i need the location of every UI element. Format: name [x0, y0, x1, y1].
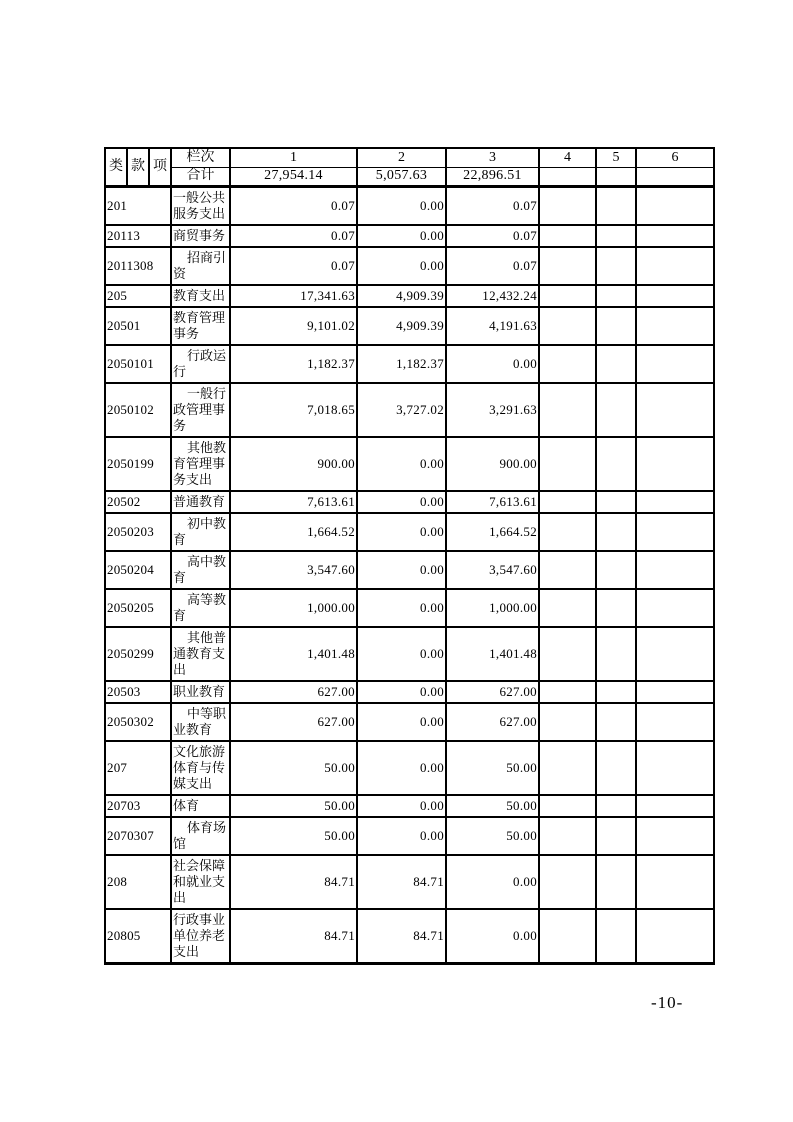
row-value-col6	[636, 247, 714, 285]
row-code: 20703	[105, 795, 171, 817]
row-code: 20805	[105, 909, 171, 964]
total-label: 合计	[171, 167, 230, 186]
row-value-col2: 0.00	[357, 795, 446, 817]
row-value-col1: 50.00	[230, 817, 357, 855]
row-value-col3: 1,000.00	[446, 589, 539, 627]
row-name: 普通教育	[171, 491, 230, 513]
row-value-col1: 7,613.61	[230, 491, 357, 513]
row-name: 教育管理事务	[171, 307, 230, 345]
header-col-6: 6	[636, 148, 714, 167]
row-value-col5	[596, 627, 636, 681]
row-code: 205	[105, 285, 171, 307]
row-value-col3: 0.00	[446, 909, 539, 964]
total-col-6	[636, 167, 714, 186]
row-value-col6	[636, 589, 714, 627]
row-value-col1: 50.00	[230, 795, 357, 817]
row-value-col4	[539, 551, 596, 589]
row-value-col6	[636, 909, 714, 964]
table-row	[105, 681, 714, 703]
row-code: 2050102	[105, 383, 171, 437]
row-name: 体育	[171, 795, 230, 817]
row-value-col1: 1,182.37	[230, 345, 357, 383]
row-value-col2: 1,182.37	[357, 345, 446, 383]
header-item: 项	[149, 148, 171, 186]
row-name: 文化旅游体育与传媒支出	[171, 741, 230, 795]
row-name: 其他普通教育支出	[171, 627, 230, 681]
row-value-col5	[596, 437, 636, 491]
row-value-col6	[636, 855, 714, 909]
row-name: 高中教育	[171, 551, 230, 589]
row-value-col5	[596, 551, 636, 589]
row-value-col5	[596, 383, 636, 437]
row-value-col2: 0.00	[357, 491, 446, 513]
row-value-col4	[539, 703, 596, 741]
header-col-4: 4	[539, 148, 596, 167]
row-value-col3: 4,191.63	[446, 307, 539, 345]
row-value-col5	[596, 909, 636, 964]
header-col-3: 3	[446, 148, 539, 167]
row-value-col4	[539, 513, 596, 551]
row-value-col3: 0.07	[446, 247, 539, 285]
row-code: 2050203	[105, 513, 171, 551]
row-code: 2050302	[105, 703, 171, 741]
row-value-col6	[636, 795, 714, 817]
row-value-col1: 1,401.48	[230, 627, 357, 681]
row-value-col1: 17,341.63	[230, 285, 357, 307]
row-name: 职业教育	[171, 681, 230, 703]
row-value-col3: 3,547.60	[446, 551, 539, 589]
row-value-col2: 0.00	[357, 703, 446, 741]
row-value-col1: 1,000.00	[230, 589, 357, 627]
table-row	[105, 247, 714, 285]
row-value-col5	[596, 513, 636, 551]
row-value-col2: 84.71	[357, 909, 446, 964]
row-value-col4	[539, 247, 596, 285]
total-col-4	[539, 167, 596, 186]
row-name: 行政事业单位养老支出	[171, 909, 230, 964]
row-value-col2: 0.00	[357, 589, 446, 627]
row-value-col3: 50.00	[446, 817, 539, 855]
row-value-col6	[636, 703, 714, 741]
row-value-col2: 0.00	[357, 741, 446, 795]
table-header	[105, 148, 714, 186]
header-row-totals	[105, 167, 714, 186]
row-code: 2050199	[105, 437, 171, 491]
row-value-col1: 1,664.52	[230, 513, 357, 551]
row-value-col6	[636, 225, 714, 247]
header-col-2: 2	[357, 148, 446, 167]
row-name: 一般行政管理事务	[171, 383, 230, 437]
row-name: 行政运行	[171, 345, 230, 383]
row-value-col2: 0.00	[357, 681, 446, 703]
row-code: 2050299	[105, 627, 171, 681]
row-value-col6	[636, 627, 714, 681]
row-value-col6	[636, 307, 714, 345]
row-value-col4	[539, 345, 596, 383]
table-row	[105, 627, 714, 681]
row-value-col4	[539, 307, 596, 345]
row-name: 一般公共服务支出	[171, 186, 230, 225]
row-name: 商贸事务	[171, 225, 230, 247]
header-col-1: 1	[230, 148, 357, 167]
total-col-1: 27,954.14	[230, 167, 357, 186]
row-value-col6	[636, 491, 714, 513]
table-row	[105, 703, 714, 741]
row-value-col6	[636, 345, 714, 383]
row-value-col1: 3,547.60	[230, 551, 357, 589]
row-value-col4	[539, 383, 596, 437]
row-value-col5	[596, 285, 636, 307]
row-value-col5	[596, 247, 636, 285]
row-value-col2: 0.00	[357, 247, 446, 285]
row-value-col5	[596, 589, 636, 627]
row-value-col6	[636, 513, 714, 551]
table-row	[105, 589, 714, 627]
table-body	[105, 186, 714, 963]
row-value-col3: 627.00	[446, 681, 539, 703]
row-value-col2: 0.00	[357, 186, 446, 225]
row-value-col5	[596, 307, 636, 345]
row-value-col5	[596, 703, 636, 741]
row-value-col2: 3,727.02	[357, 383, 446, 437]
row-value-col3: 7,613.61	[446, 491, 539, 513]
row-name: 高等教育	[171, 589, 230, 627]
header-section: 款	[127, 148, 149, 186]
row-value-col2: 0.00	[357, 817, 446, 855]
row-value-col5	[596, 795, 636, 817]
row-value-col4	[539, 855, 596, 909]
row-value-col1: 7,018.65	[230, 383, 357, 437]
row-value-col6	[636, 681, 714, 703]
row-code: 2050101	[105, 345, 171, 383]
row-value-col1: 0.07	[230, 186, 357, 225]
table-row	[105, 437, 714, 491]
header-class: 类	[105, 148, 127, 186]
row-value-col2: 0.00	[357, 225, 446, 247]
total-col-2: 5,057.63	[357, 167, 446, 186]
row-value-col6	[636, 551, 714, 589]
row-value-col1: 627.00	[230, 703, 357, 741]
page-number: -10-	[651, 993, 684, 1012]
table-row	[105, 741, 714, 795]
row-value-col6	[636, 817, 714, 855]
row-value-col4	[539, 741, 596, 795]
row-value-col6	[636, 437, 714, 491]
row-value-col1: 50.00	[230, 741, 357, 795]
total-col-5	[596, 167, 636, 186]
row-name: 招商引资	[171, 247, 230, 285]
table-row	[105, 491, 714, 513]
row-value-col5	[596, 491, 636, 513]
row-code: 20503	[105, 681, 171, 703]
row-value-col3: 50.00	[446, 741, 539, 795]
row-value-col5	[596, 741, 636, 795]
table-row	[105, 855, 714, 909]
table-row	[105, 225, 714, 247]
row-value-col4	[539, 795, 596, 817]
table-row	[105, 551, 714, 589]
row-value-col5	[596, 345, 636, 383]
row-value-col3: 0.00	[446, 855, 539, 909]
total-col-3: 22,896.51	[446, 167, 539, 186]
row-code: 2070307	[105, 817, 171, 855]
row-value-col4	[539, 285, 596, 307]
table-row	[105, 817, 714, 855]
header-corner-label: 栏次	[171, 148, 230, 167]
row-value-col6	[636, 285, 714, 307]
table-row	[105, 307, 714, 345]
row-value-col5	[596, 855, 636, 909]
row-value-col2: 4,909.39	[357, 285, 446, 307]
row-name: 教育支出	[171, 285, 230, 307]
row-value-col3: 3,291.63	[446, 383, 539, 437]
row-value-col3: 0.00	[446, 345, 539, 383]
row-code: 208	[105, 855, 171, 909]
row-value-col4	[539, 909, 596, 964]
row-value-col5	[596, 681, 636, 703]
row-value-col1: 900.00	[230, 437, 357, 491]
row-value-col5	[596, 817, 636, 855]
row-value-col4	[539, 627, 596, 681]
table-row	[105, 909, 714, 964]
row-value-col3: 0.07	[446, 225, 539, 247]
header-row-columns	[105, 148, 714, 167]
table-row	[105, 186, 714, 225]
row-value-col3: 627.00	[446, 703, 539, 741]
table-row	[105, 285, 714, 307]
row-code: 2011308	[105, 247, 171, 285]
row-value-col3: 900.00	[446, 437, 539, 491]
row-name: 社会保障和就业支出	[171, 855, 230, 909]
row-value-col6	[636, 383, 714, 437]
row-value-col3: 0.07	[446, 186, 539, 225]
row-value-col4	[539, 817, 596, 855]
row-value-col3: 1,401.48	[446, 627, 539, 681]
row-value-col4	[539, 589, 596, 627]
row-value-col3: 12,432.24	[446, 285, 539, 307]
row-code: 2050204	[105, 551, 171, 589]
row-value-col2: 0.00	[357, 551, 446, 589]
row-value-col2: 4,909.39	[357, 307, 446, 345]
row-value-col1: 0.07	[230, 247, 357, 285]
row-name: 初中教育	[171, 513, 230, 551]
row-value-col4	[539, 437, 596, 491]
row-code: 207	[105, 741, 171, 795]
row-name: 中等职业教育	[171, 703, 230, 741]
table-row	[105, 513, 714, 551]
row-code: 20502	[105, 491, 171, 513]
row-value-col1: 0.07	[230, 225, 357, 247]
row-value-col2: 0.00	[357, 437, 446, 491]
row-code: 20113	[105, 225, 171, 247]
row-value-col2: 84.71	[357, 855, 446, 909]
row-value-col4	[539, 186, 596, 225]
row-value-col3: 1,664.52	[446, 513, 539, 551]
row-value-col4	[539, 681, 596, 703]
table-row	[105, 795, 714, 817]
row-value-col1: 84.71	[230, 909, 357, 964]
row-name: 其他教育管理事务支出	[171, 437, 230, 491]
row-code: 20501	[105, 307, 171, 345]
row-code: 201	[105, 186, 171, 225]
row-value-col6	[636, 741, 714, 795]
row-value-col4	[539, 225, 596, 247]
row-value-col4	[539, 491, 596, 513]
row-value-col5	[596, 186, 636, 225]
row-value-col5	[596, 225, 636, 247]
table-row	[105, 383, 714, 437]
row-value-col3: 50.00	[446, 795, 539, 817]
row-name: 体育场馆	[171, 817, 230, 855]
row-value-col1: 9,101.02	[230, 307, 357, 345]
row-value-col1: 627.00	[230, 681, 357, 703]
budget-table	[104, 147, 715, 965]
row-value-col1: 84.71	[230, 855, 357, 909]
row-value-col6	[636, 186, 714, 225]
table-row	[105, 345, 714, 383]
row-value-col2: 0.00	[357, 627, 446, 681]
row-value-col2: 0.00	[357, 513, 446, 551]
row-code: 2050205	[105, 589, 171, 627]
header-col-5: 5	[596, 148, 636, 167]
